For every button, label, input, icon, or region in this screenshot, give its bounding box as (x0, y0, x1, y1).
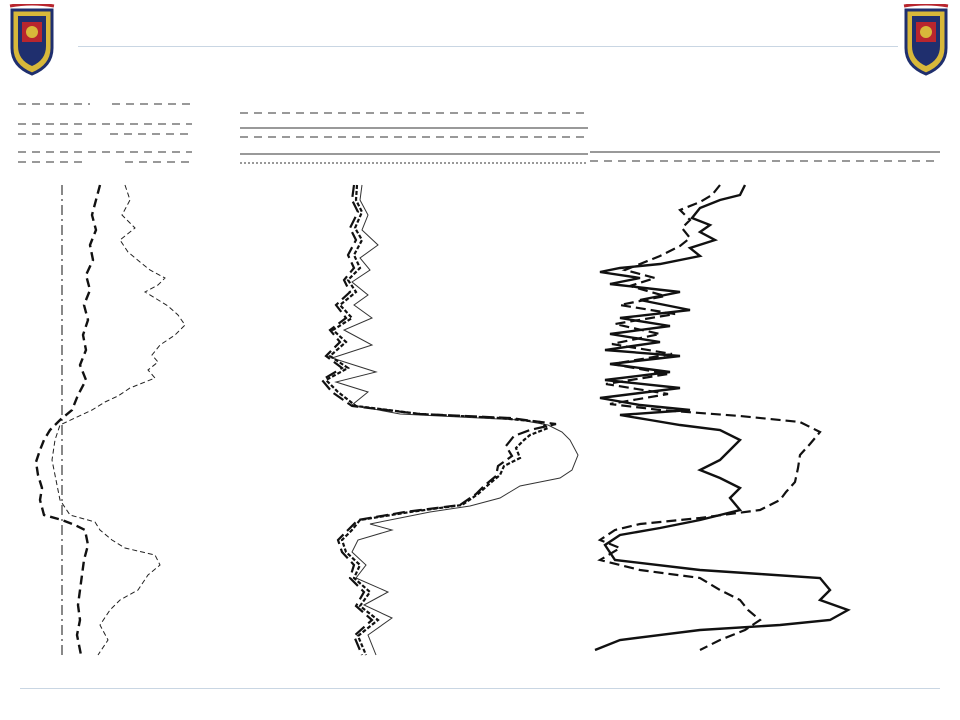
caliper-curve (36, 185, 100, 655)
gamma-ray-curve (52, 185, 185, 655)
header-dashes (240, 113, 588, 163)
header-dashes (18, 104, 192, 162)
track3-header (590, 152, 940, 161)
dphi-curve (595, 185, 848, 650)
track1-curves (36, 185, 185, 655)
track2-header (240, 113, 588, 163)
track3-curves (595, 185, 848, 650)
track1-header (18, 104, 192, 162)
ild-curve (322, 185, 556, 655)
track2-curves (322, 185, 578, 655)
header-dashes (590, 152, 940, 161)
ilm-curve (326, 185, 548, 655)
ll8-curve (332, 185, 578, 655)
footer-divider (20, 688, 940, 689)
